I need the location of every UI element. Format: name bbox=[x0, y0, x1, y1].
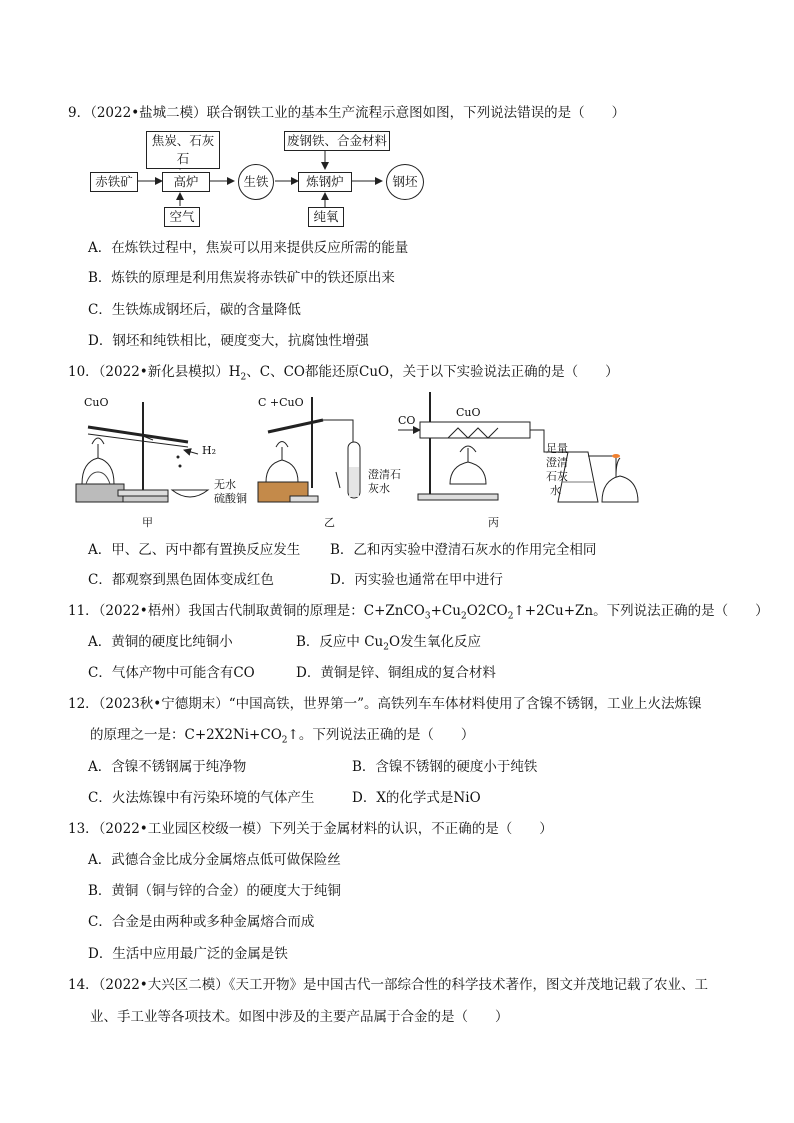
q12-stem-line1: 12．（2023秋•宁德期末）“中国高铁，世界第一”。高铁列车车体材料使用了含镍不锈钢，工业上火法炼镍 bbox=[68, 696, 702, 712]
bing-limewater-label-4: 水 bbox=[550, 484, 561, 497]
q12-option-b: B．含镍不锈钢的硬度小于纯铁 bbox=[352, 759, 538, 775]
box-hematite: 赤铁矿 bbox=[90, 172, 138, 192]
q13-option-c: C．合金是由两种或多种金属熔合而成 bbox=[88, 914, 315, 930]
q11-stem: 11．（2022•梧州）我国古代制取黄铜的原理是：$C+ZnCO_3+Cu_2O2CO_2↑+2Cu+Zn$。下列说法正确的是（ ） bbox=[68, 603, 769, 622]
q13-option-b: B．黄铜（铜与锌的合金）的硬度大于纯铜 bbox=[88, 883, 341, 899]
q9-option-b: B．炼铁的原理是利用焦炭将赤铁矿中的铁还原出来 bbox=[88, 270, 395, 286]
q13-stem: 13．（2022•工业园区校级一模）下列关于金属材料的认识，不正确的是（ ） bbox=[68, 821, 553, 837]
jia-anhydrous-label-2: 硫酸铜 bbox=[214, 492, 247, 505]
q10-option-b: B．乙和丙实验中澄清石灰水的作用完全相同 bbox=[330, 542, 597, 558]
q11-option-c: C．气体产物中可能含有CO bbox=[88, 665, 255, 681]
q12-stem-line2: 的原理之一是：$C+2X2Ni+CO_2↑$。下列说法正确的是（ ） bbox=[90, 727, 475, 746]
jia-caption: 甲 bbox=[142, 516, 153, 529]
q10-stem: 10．（2022•新化县模拟）$H_2$、C、CO都能还原CuO，关于以下实验说法正确的是（ ） bbox=[68, 364, 619, 383]
box-blast-furnace: 高炉 bbox=[162, 172, 210, 192]
q12-option-c: C．火法炼镍中有污染环境的气体产生 bbox=[88, 790, 315, 806]
q10-option-a: A．甲、乙、丙中都有置换反应发生 bbox=[88, 542, 301, 558]
q13-option-a: A．武德合金比成分金属熔点低可做保险丝 bbox=[88, 852, 341, 868]
q11-option-b: B．反应中 $Cu_2O$发生氧化反应 bbox=[296, 634, 482, 653]
apparatus-drawing bbox=[68, 392, 728, 532]
bing-co-label: CO bbox=[398, 414, 416, 427]
bing-limewater-label-3: 石灰 bbox=[546, 470, 568, 483]
box-scrap-steel: 废钢铁、合金材料 bbox=[284, 131, 390, 151]
yi-limewater-label-1: 澄清石 bbox=[368, 468, 401, 481]
q9-option-d: D．钢坯和纯铁相比，硬度变大，抗腐蚀性增强 bbox=[88, 333, 369, 349]
q12-option-a: A．含镍不锈钢属于纯净物 bbox=[88, 759, 247, 775]
box-pure-oxygen: 纯氧 bbox=[308, 207, 344, 227]
q11-option-d: D．黄铜是锌、铜组成的复合材料 bbox=[296, 665, 496, 681]
yi-limewater-label-2: 灰水 bbox=[368, 482, 390, 495]
q10-apparatus-figure bbox=[68, 392, 728, 532]
q9-flow-chart bbox=[88, 128, 448, 228]
jia-h2-label: H₂ bbox=[202, 444, 217, 457]
box-coke-limestone: 焦炭、石灰石 bbox=[146, 131, 220, 169]
circle-pig-iron: 生铁 bbox=[238, 164, 274, 200]
q11-option-a: A．黄铜的硬度比纯铜小 bbox=[88, 634, 233, 650]
jia-anhydrous-label-1: 无水 bbox=[214, 478, 236, 491]
q10-option-d: D．丙实验也通常在甲中进行 bbox=[330, 572, 503, 588]
q14-stem-line2: 业、手工业等各项技术。如图中涉及的主要产品属于合金的是（ ） bbox=[90, 1009, 509, 1025]
jia-cuo-label: CuO bbox=[84, 396, 109, 409]
box-steelmaking-furnace: 炼钢炉 bbox=[298, 172, 352, 192]
q9-stem: 9．（2022•盐城二模）联合钢铁工业的基本生产流程示意图如图，下列说法错误的是（ ） bbox=[68, 105, 626, 121]
q14-stem-line1: 14．（2022•大兴区二模）《天工开物》是中国古代一部综合性的科学技术著作，图文并茂地记载了农业、工 bbox=[68, 977, 708, 993]
yi-caption: 乙 bbox=[324, 516, 335, 529]
box-air: 空气 bbox=[164, 207, 200, 227]
bing-cuo-label: CuO bbox=[456, 406, 481, 419]
yi-c-cuo-label: C +CuO bbox=[258, 396, 304, 409]
q13-option-d: D．生活中应用最广泛的金属是铁 bbox=[88, 946, 288, 962]
q9-option-c: C．生铁炼成钢坯后，碳的含量降低 bbox=[88, 302, 301, 318]
bing-caption: 丙 bbox=[488, 516, 499, 529]
bing-limewater-label-2: 澄清 bbox=[546, 456, 568, 469]
q9-option-a: A．在炼铁过程中，焦炭可以用来提供反应所需的能量 bbox=[88, 240, 409, 256]
bing-limewater-label-1: 足量 bbox=[546, 442, 568, 455]
q10-option-c: C．都观察到黑色固体变成红色 bbox=[88, 572, 274, 588]
q12-option-d: D．X的化学式是NiO bbox=[352, 790, 481, 806]
circle-steel-billet: 钢坯 bbox=[386, 164, 424, 200]
